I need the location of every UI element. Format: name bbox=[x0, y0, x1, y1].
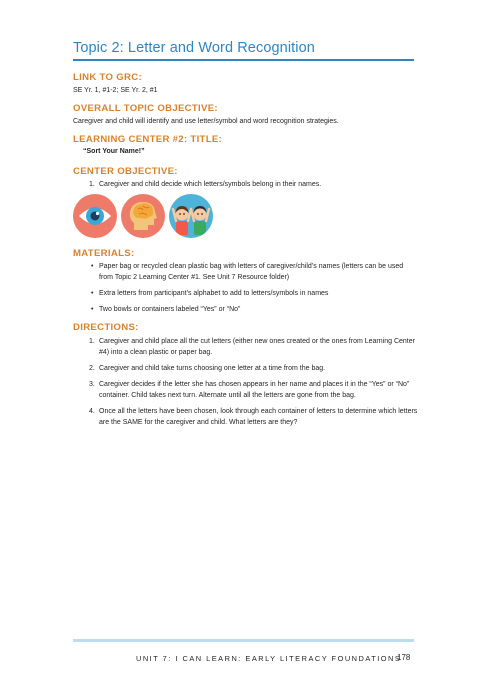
list-number: 1. bbox=[89, 338, 95, 345]
list-item bbox=[73, 336, 418, 358]
directions-heading: DIRECTIONS: bbox=[73, 322, 139, 333]
list-item bbox=[73, 363, 418, 374]
learning-center-title-text: “Sort Your Name!” bbox=[83, 148, 145, 155]
center-objective-list bbox=[73, 179, 418, 195]
list-item bbox=[73, 304, 418, 315]
link-to-grc-heading: LINK TO GRC: bbox=[73, 72, 142, 83]
list-item-text: Once all the letters have been chosen, look through each container of letters to determine which letters are the SAME for the caregiver and child. What letters are they? bbox=[99, 408, 418, 426]
list-number: 1. bbox=[89, 181, 95, 188]
list-item-text: Caregiver and child place all the cut letters (either new ones created or the ones from Learning Center #4) into a clean plastic or paper bag. bbox=[99, 338, 415, 356]
list-number: 4. bbox=[89, 408, 95, 415]
bullet-icon: • bbox=[91, 290, 94, 297]
list-item-text: Caregiver and child take turns choosing one letter at a time from the bag. bbox=[99, 365, 326, 372]
children-icon bbox=[169, 194, 213, 238]
list-item-text: Paper bag or recycled clean plastic bag with letters of caregiver/child’s names (letters can be used from Topic 2 Learning Center #1. See Unit 7 Resource folder) bbox=[99, 263, 404, 281]
list-item-text: Two bowls or containers labeled “Yes” or “No” bbox=[99, 306, 241, 313]
list-item bbox=[73, 379, 418, 401]
center-objective-heading: CENTER OBJECTIVE: bbox=[73, 166, 178, 177]
materials-heading: MATERIALS: bbox=[73, 248, 135, 259]
list-item bbox=[73, 288, 418, 299]
page-number: 178 bbox=[397, 653, 411, 662]
title-divider bbox=[73, 59, 414, 61]
materials-list bbox=[73, 261, 418, 320]
list-item-text: Caregiver and child decide which letters/symbols belong in their names. bbox=[99, 181, 322, 188]
list-number: 2. bbox=[89, 365, 95, 372]
overall-objective-text: Caregiver and child will identify and use letter/symbol and word recognition strategies. bbox=[73, 118, 339, 125]
bullet-icon: • bbox=[91, 263, 94, 270]
list-item bbox=[73, 406, 418, 428]
eye-icon bbox=[73, 194, 117, 238]
learning-center-title-heading: LEARNING CENTER #2: TITLE: bbox=[73, 134, 223, 145]
list-number: 3. bbox=[89, 381, 95, 388]
bullet-icon: • bbox=[91, 306, 94, 313]
head-brain-icon bbox=[121, 194, 165, 238]
directions-list bbox=[73, 336, 418, 433]
link-to-grc-text: SE Yr. 1, #1-2; SE Yr. 2, #1 bbox=[73, 87, 158, 94]
list-item-text: Extra letters from participant’s alphabet to add to letters/symbols in names bbox=[99, 290, 329, 297]
list-item-text: Caregiver decides if the letter she has chosen appears in her name and places it in the “Yes” or “No” container. Child takes next turn. Alternate until all the letters are gone from the bag. bbox=[99, 381, 410, 399]
overall-objective-heading: OVERALL TOPIC OBJECTIVE: bbox=[73, 103, 218, 114]
footer-unit-title: UNIT 7: I CAN LEARN: EARLY LITERACY FOUNDATIONS bbox=[136, 654, 402, 663]
list-item bbox=[73, 261, 418, 283]
list-item bbox=[73, 179, 418, 190]
page-title: Topic 2: Letter and Word Recognition bbox=[73, 40, 315, 56]
footer-divider bbox=[73, 639, 414, 642]
